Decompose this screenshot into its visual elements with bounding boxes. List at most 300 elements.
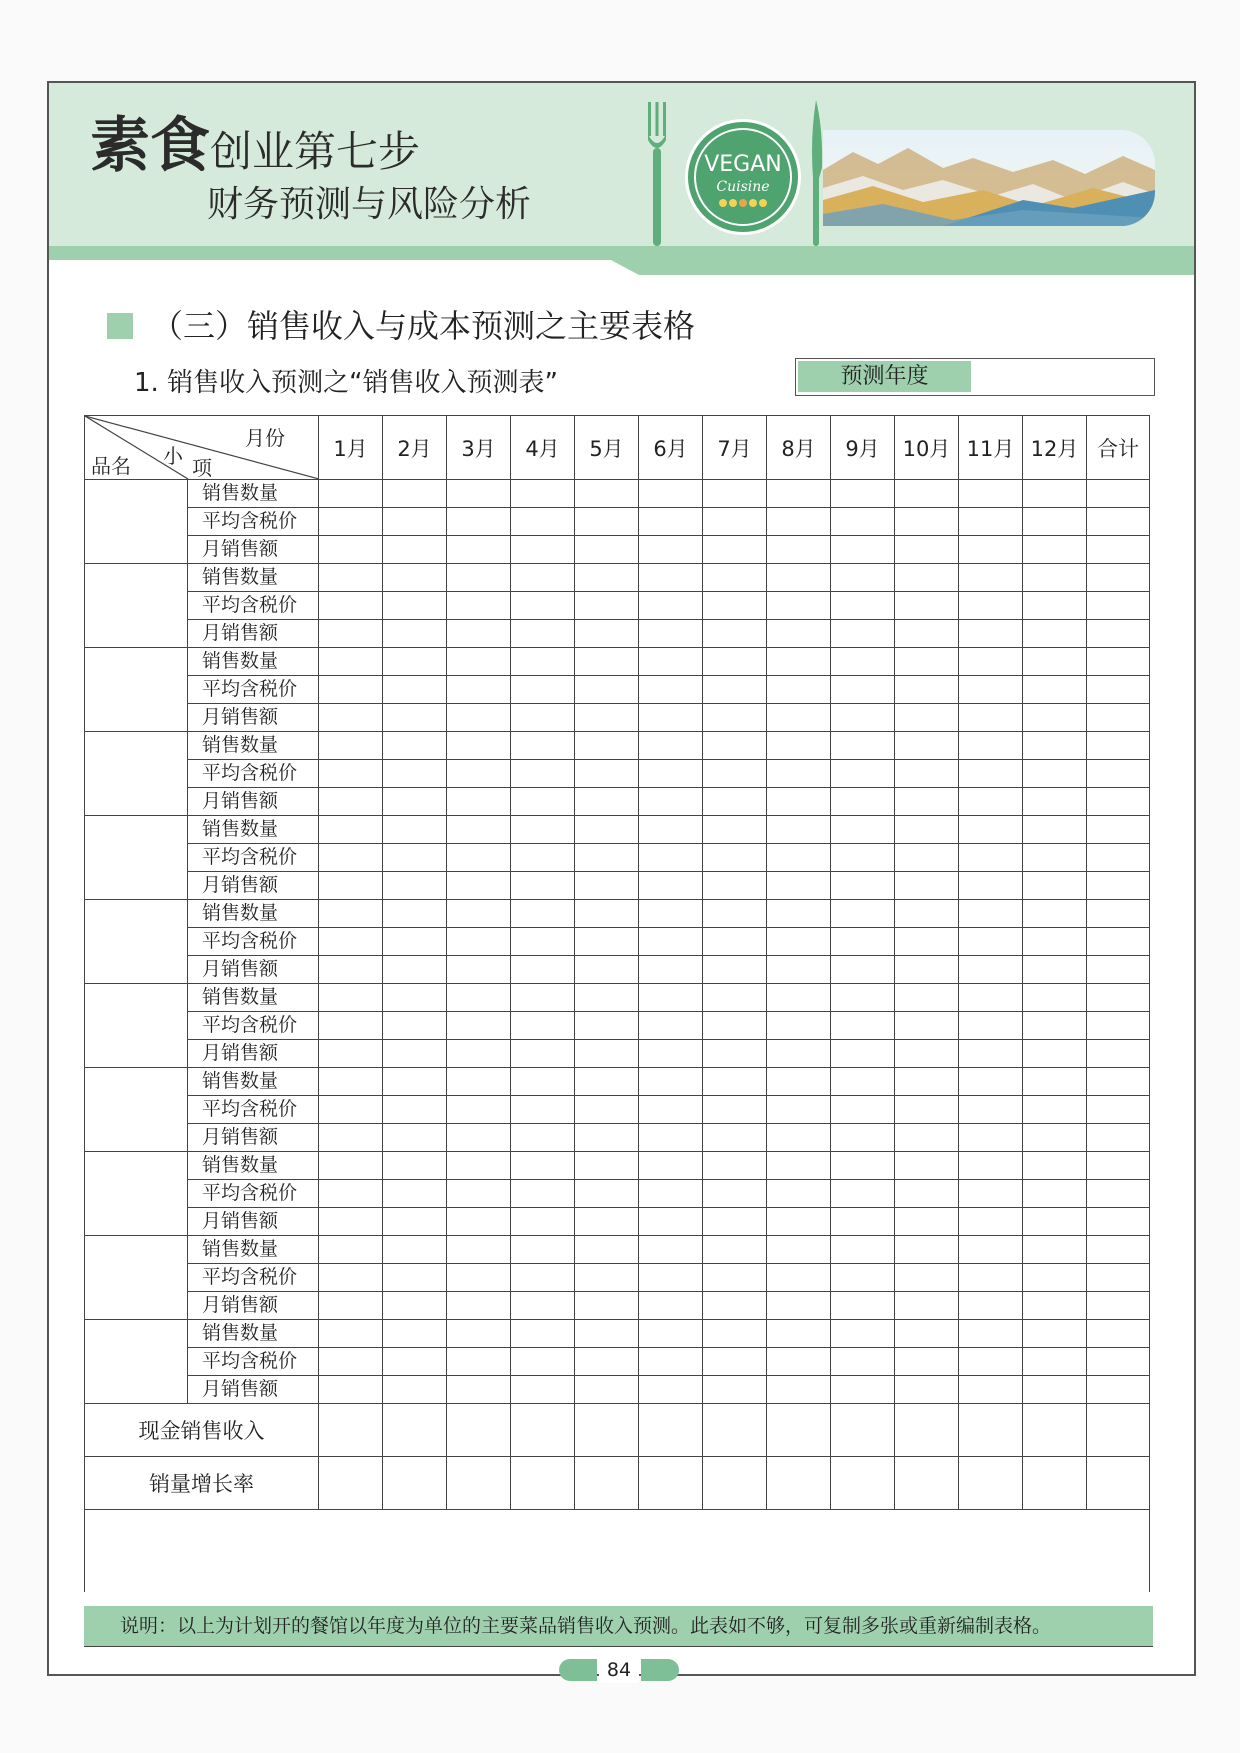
month-entry-cell[interactable] [575, 1180, 639, 1208]
month-entry-cell[interactable] [319, 508, 383, 536]
month-entry-cell[interactable] [767, 788, 831, 816]
month-entry-cell[interactable] [703, 1012, 767, 1040]
month-entry-cell[interactable] [767, 1320, 831, 1348]
month-entry-cell[interactable] [831, 872, 895, 900]
month-entry-cell[interactable] [703, 984, 767, 1012]
month-entry-cell[interactable] [383, 1264, 447, 1292]
month-entry-cell[interactable] [767, 816, 831, 844]
month-entry-cell[interactable] [447, 760, 511, 788]
month-entry-cell[interactable] [1023, 1152, 1087, 1180]
dish-name-cell[interactable] [85, 1320, 188, 1404]
month-entry-cell[interactable] [319, 1348, 383, 1376]
month-entry-cell[interactable] [831, 788, 895, 816]
month-entry-cell[interactable] [511, 872, 575, 900]
month-entry-cell[interactable] [319, 648, 383, 676]
summary-entry-cell[interactable] [319, 1404, 383, 1457]
month-entry-cell[interactable] [703, 1208, 767, 1236]
month-entry-cell[interactable] [703, 592, 767, 620]
month-entry-cell[interactable] [895, 1124, 959, 1152]
month-entry-cell[interactable] [575, 1152, 639, 1180]
month-entry-cell[interactable] [959, 928, 1023, 956]
month-entry-cell[interactable] [575, 984, 639, 1012]
month-entry-cell[interactable] [767, 928, 831, 956]
month-entry-cell[interactable] [767, 480, 831, 508]
month-entry-cell[interactable] [575, 872, 639, 900]
month-entry-cell[interactable] [703, 536, 767, 564]
total-entry-cell[interactable] [1087, 508, 1150, 536]
month-entry-cell[interactable] [319, 1068, 383, 1096]
month-entry-cell[interactable] [767, 760, 831, 788]
month-entry-cell[interactable] [319, 1208, 383, 1236]
month-entry-cell[interactable] [959, 1208, 1023, 1236]
month-entry-cell[interactable] [383, 1236, 447, 1264]
total-entry-cell[interactable] [1087, 648, 1150, 676]
month-entry-cell[interactable] [319, 1180, 383, 1208]
month-entry-cell[interactable] [447, 648, 511, 676]
month-entry-cell[interactable] [639, 1208, 703, 1236]
summary-entry-cell[interactable] [1023, 1404, 1087, 1457]
month-entry-cell[interactable] [703, 872, 767, 900]
month-entry-cell[interactable] [511, 788, 575, 816]
month-entry-cell[interactable] [511, 732, 575, 760]
total-entry-cell[interactable] [1087, 844, 1150, 872]
month-entry-cell[interactable] [447, 1376, 511, 1404]
summary-entry-cell[interactable] [767, 1457, 831, 1510]
month-entry-cell[interactable] [767, 648, 831, 676]
month-entry-cell[interactable] [383, 1096, 447, 1124]
month-entry-cell[interactable] [639, 1012, 703, 1040]
month-entry-cell[interactable] [447, 1040, 511, 1068]
total-entry-cell[interactable] [1087, 1348, 1150, 1376]
month-entry-cell[interactable] [703, 508, 767, 536]
month-entry-cell[interactable] [447, 1012, 511, 1040]
month-entry-cell[interactable] [959, 816, 1023, 844]
month-entry-cell[interactable] [767, 1376, 831, 1404]
month-entry-cell[interactable] [1023, 536, 1087, 564]
month-entry-cell[interactable] [703, 1320, 767, 1348]
month-entry-cell[interactable] [895, 1292, 959, 1320]
month-entry-cell[interactable] [575, 1208, 639, 1236]
month-entry-cell[interactable] [383, 480, 447, 508]
total-entry-cell[interactable] [1087, 592, 1150, 620]
month-entry-cell[interactable] [575, 956, 639, 984]
month-entry-cell[interactable] [767, 620, 831, 648]
month-entry-cell[interactable] [831, 536, 895, 564]
month-entry-cell[interactable] [1023, 956, 1087, 984]
month-entry-cell[interactable] [895, 1264, 959, 1292]
total-entry-cell[interactable] [1087, 676, 1150, 704]
total-entry-cell[interactable] [1087, 536, 1150, 564]
month-entry-cell[interactable] [959, 536, 1023, 564]
dish-name-cell[interactable] [85, 1152, 188, 1236]
month-entry-cell[interactable] [639, 788, 703, 816]
month-entry-cell[interactable] [895, 732, 959, 760]
total-entry-cell[interactable] [1087, 1208, 1150, 1236]
summary-entry-cell[interactable] [511, 1457, 575, 1510]
total-entry-cell[interactable] [1087, 760, 1150, 788]
summary-entry-cell[interactable] [959, 1404, 1023, 1457]
month-entry-cell[interactable] [447, 844, 511, 872]
month-entry-cell[interactable] [319, 1152, 383, 1180]
month-entry-cell[interactable] [831, 1124, 895, 1152]
month-entry-cell[interactable] [703, 760, 767, 788]
month-entry-cell[interactable] [575, 648, 639, 676]
month-entry-cell[interactable] [895, 1376, 959, 1404]
month-entry-cell[interactable] [895, 872, 959, 900]
month-entry-cell[interactable] [575, 536, 639, 564]
month-entry-cell[interactable] [703, 1068, 767, 1096]
month-entry-cell[interactable] [511, 536, 575, 564]
month-entry-cell[interactable] [383, 984, 447, 1012]
month-entry-cell[interactable] [639, 1040, 703, 1068]
month-entry-cell[interactable] [447, 1236, 511, 1264]
month-entry-cell[interactable] [639, 1264, 703, 1292]
total-entry-cell[interactable] [1087, 1124, 1150, 1152]
total-entry-cell[interactable] [1087, 1376, 1150, 1404]
summary-entry-cell[interactable] [831, 1457, 895, 1510]
summary-entry-cell[interactable] [895, 1404, 959, 1457]
total-entry-cell[interactable] [1087, 480, 1150, 508]
month-entry-cell[interactable] [511, 1124, 575, 1152]
month-entry-cell[interactable] [959, 732, 1023, 760]
month-entry-cell[interactable] [511, 1264, 575, 1292]
month-entry-cell[interactable] [767, 704, 831, 732]
month-entry-cell[interactable] [1023, 480, 1087, 508]
month-entry-cell[interactable] [831, 508, 895, 536]
month-entry-cell[interactable] [639, 620, 703, 648]
month-entry-cell[interactable] [1023, 732, 1087, 760]
month-entry-cell[interactable] [767, 1264, 831, 1292]
month-entry-cell[interactable] [319, 1264, 383, 1292]
month-entry-cell[interactable] [767, 592, 831, 620]
month-entry-cell[interactable] [383, 1152, 447, 1180]
month-entry-cell[interactable] [767, 536, 831, 564]
month-entry-cell[interactable] [383, 676, 447, 704]
month-entry-cell[interactable] [1023, 1376, 1087, 1404]
month-entry-cell[interactable] [383, 1124, 447, 1152]
month-entry-cell[interactable] [383, 1208, 447, 1236]
month-entry-cell[interactable] [639, 480, 703, 508]
month-entry-cell[interactable] [831, 1320, 895, 1348]
month-entry-cell[interactable] [959, 1012, 1023, 1040]
month-entry-cell[interactable] [511, 564, 575, 592]
month-entry-cell[interactable] [959, 592, 1023, 620]
month-entry-cell[interactable] [831, 760, 895, 788]
month-entry-cell[interactable] [319, 620, 383, 648]
month-entry-cell[interactable] [575, 1096, 639, 1124]
month-entry-cell[interactable] [447, 956, 511, 984]
month-entry-cell[interactable] [959, 760, 1023, 788]
month-entry-cell[interactable] [1023, 844, 1087, 872]
month-entry-cell[interactable] [447, 1124, 511, 1152]
dish-name-cell[interactable] [85, 984, 188, 1068]
month-entry-cell[interactable] [831, 732, 895, 760]
month-entry-cell[interactable] [447, 592, 511, 620]
month-entry-cell[interactable] [703, 1180, 767, 1208]
month-entry-cell[interactable] [767, 676, 831, 704]
month-entry-cell[interactable] [383, 844, 447, 872]
summary-entry-cell[interactable] [831, 1404, 895, 1457]
month-entry-cell[interactable] [767, 1180, 831, 1208]
month-entry-cell[interactable] [575, 704, 639, 732]
month-entry-cell[interactable] [703, 1152, 767, 1180]
month-entry-cell[interactable] [703, 480, 767, 508]
month-entry-cell[interactable] [703, 1292, 767, 1320]
month-entry-cell[interactable] [959, 1152, 1023, 1180]
month-entry-cell[interactable] [1023, 676, 1087, 704]
month-entry-cell[interactable] [319, 1292, 383, 1320]
month-entry-cell[interactable] [511, 508, 575, 536]
month-entry-cell[interactable] [831, 1040, 895, 1068]
month-entry-cell[interactable] [639, 844, 703, 872]
month-entry-cell[interactable] [959, 788, 1023, 816]
month-entry-cell[interactable] [1023, 564, 1087, 592]
summary-entry-cell[interactable] [1023, 1457, 1087, 1510]
month-entry-cell[interactable] [895, 620, 959, 648]
month-entry-cell[interactable] [703, 620, 767, 648]
month-entry-cell[interactable] [959, 1264, 1023, 1292]
month-entry-cell[interactable] [575, 1320, 639, 1348]
month-entry-cell[interactable] [1023, 788, 1087, 816]
month-entry-cell[interactable] [639, 872, 703, 900]
month-entry-cell[interactable] [575, 816, 639, 844]
month-entry-cell[interactable] [447, 872, 511, 900]
month-entry-cell[interactable] [831, 620, 895, 648]
month-entry-cell[interactable] [447, 480, 511, 508]
month-entry-cell[interactable] [639, 1124, 703, 1152]
month-entry-cell[interactable] [511, 704, 575, 732]
month-entry-cell[interactable] [575, 1376, 639, 1404]
summary-entry-cell[interactable] [639, 1404, 703, 1457]
month-entry-cell[interactable] [511, 648, 575, 676]
month-entry-cell[interactable] [895, 592, 959, 620]
month-entry-cell[interactable] [319, 760, 383, 788]
month-entry-cell[interactable] [511, 1292, 575, 1320]
month-entry-cell[interactable] [959, 620, 1023, 648]
month-entry-cell[interactable] [831, 1068, 895, 1096]
month-entry-cell[interactable] [447, 816, 511, 844]
month-entry-cell[interactable] [767, 1152, 831, 1180]
month-entry-cell[interactable] [1023, 1292, 1087, 1320]
month-entry-cell[interactable] [1023, 1236, 1087, 1264]
month-entry-cell[interactable] [895, 1208, 959, 1236]
month-entry-cell[interactable] [639, 536, 703, 564]
month-entry-cell[interactable] [1023, 872, 1087, 900]
month-entry-cell[interactable] [703, 704, 767, 732]
dish-name-cell[interactable] [85, 564, 188, 648]
month-entry-cell[interactable] [447, 1264, 511, 1292]
month-entry-cell[interactable] [639, 592, 703, 620]
month-entry-cell[interactable] [895, 788, 959, 816]
total-entry-cell[interactable] [1087, 1264, 1150, 1292]
month-entry-cell[interactable] [959, 1180, 1023, 1208]
month-entry-cell[interactable] [831, 1376, 895, 1404]
month-entry-cell[interactable] [511, 928, 575, 956]
month-entry-cell[interactable] [575, 508, 639, 536]
month-entry-cell[interactable] [511, 1152, 575, 1180]
month-entry-cell[interactable] [639, 1180, 703, 1208]
month-entry-cell[interactable] [511, 480, 575, 508]
month-entry-cell[interactable] [319, 1124, 383, 1152]
month-entry-cell[interactable] [319, 816, 383, 844]
month-entry-cell[interactable] [511, 760, 575, 788]
month-entry-cell[interactable] [319, 676, 383, 704]
month-entry-cell[interactable] [383, 732, 447, 760]
month-entry-cell[interactable] [895, 760, 959, 788]
month-entry-cell[interactable] [831, 1348, 895, 1376]
month-entry-cell[interactable] [447, 676, 511, 704]
total-entry-cell[interactable] [1087, 1040, 1150, 1068]
month-entry-cell[interactable] [511, 1180, 575, 1208]
month-entry-cell[interactable] [639, 1292, 703, 1320]
month-entry-cell[interactable] [895, 1348, 959, 1376]
month-entry-cell[interactable] [447, 1292, 511, 1320]
month-entry-cell[interactable] [895, 1068, 959, 1096]
month-entry-cell[interactable] [383, 788, 447, 816]
dish-name-cell[interactable] [85, 816, 188, 900]
month-entry-cell[interactable] [831, 984, 895, 1012]
month-entry-cell[interactable] [383, 900, 447, 928]
month-entry-cell[interactable] [895, 648, 959, 676]
month-entry-cell[interactable] [639, 984, 703, 1012]
month-entry-cell[interactable] [319, 592, 383, 620]
month-entry-cell[interactable] [1023, 1348, 1087, 1376]
summary-entry-cell[interactable] [639, 1457, 703, 1510]
month-entry-cell[interactable] [511, 1096, 575, 1124]
summary-entry-cell[interactable] [319, 1457, 383, 1510]
month-entry-cell[interactable] [575, 1264, 639, 1292]
month-entry-cell[interactable] [703, 564, 767, 592]
month-entry-cell[interactable] [383, 760, 447, 788]
month-entry-cell[interactable] [703, 928, 767, 956]
total-entry-cell[interactable] [1087, 732, 1150, 760]
month-entry-cell[interactable] [319, 956, 383, 984]
month-entry-cell[interactable] [767, 956, 831, 984]
month-entry-cell[interactable] [767, 1348, 831, 1376]
total-entry-cell[interactable] [1087, 928, 1150, 956]
month-entry-cell[interactable] [383, 564, 447, 592]
month-entry-cell[interactable] [511, 816, 575, 844]
month-entry-cell[interactable] [703, 816, 767, 844]
month-entry-cell[interactable] [383, 592, 447, 620]
month-entry-cell[interactable] [831, 676, 895, 704]
month-entry-cell[interactable] [959, 872, 1023, 900]
month-entry-cell[interactable] [1023, 648, 1087, 676]
month-entry-cell[interactable] [1023, 984, 1087, 1012]
month-entry-cell[interactable] [639, 564, 703, 592]
month-entry-cell[interactable] [959, 704, 1023, 732]
month-entry-cell[interactable] [767, 1068, 831, 1096]
month-entry-cell[interactable] [575, 480, 639, 508]
month-entry-cell[interactable] [447, 928, 511, 956]
month-entry-cell[interactable] [959, 1292, 1023, 1320]
month-entry-cell[interactable] [639, 732, 703, 760]
month-entry-cell[interactable] [639, 1152, 703, 1180]
month-entry-cell[interactable] [639, 1096, 703, 1124]
month-entry-cell[interactable] [511, 1320, 575, 1348]
month-entry-cell[interactable] [1023, 1096, 1087, 1124]
month-entry-cell[interactable] [575, 788, 639, 816]
month-entry-cell[interactable] [831, 1264, 895, 1292]
month-entry-cell[interactable] [831, 1096, 895, 1124]
month-entry-cell[interactable] [383, 816, 447, 844]
month-entry-cell[interactable] [319, 564, 383, 592]
summary-entry-cell[interactable] [447, 1457, 511, 1510]
month-entry-cell[interactable] [831, 1012, 895, 1040]
month-entry-cell[interactable] [447, 1152, 511, 1180]
month-entry-cell[interactable] [1023, 900, 1087, 928]
month-entry-cell[interactable] [575, 844, 639, 872]
month-entry-cell[interactable] [895, 1040, 959, 1068]
month-entry-cell[interactable] [703, 676, 767, 704]
month-entry-cell[interactable] [959, 508, 1023, 536]
month-entry-cell[interactable] [1023, 1068, 1087, 1096]
month-entry-cell[interactable] [831, 844, 895, 872]
month-entry-cell[interactable] [1023, 704, 1087, 732]
summary-entry-cell[interactable] [1087, 1404, 1150, 1457]
month-entry-cell[interactable] [319, 984, 383, 1012]
month-entry-cell[interactable] [511, 984, 575, 1012]
month-entry-cell[interactable] [959, 844, 1023, 872]
month-entry-cell[interactable] [831, 1152, 895, 1180]
total-entry-cell[interactable] [1087, 704, 1150, 732]
month-entry-cell[interactable] [895, 1236, 959, 1264]
month-entry-cell[interactable] [447, 1096, 511, 1124]
total-entry-cell[interactable] [1087, 1320, 1150, 1348]
month-entry-cell[interactable] [703, 1376, 767, 1404]
total-entry-cell[interactable] [1087, 1096, 1150, 1124]
total-entry-cell[interactable] [1087, 1012, 1150, 1040]
total-entry-cell[interactable] [1087, 788, 1150, 816]
month-entry-cell[interactable] [895, 956, 959, 984]
month-entry-cell[interactable] [703, 1264, 767, 1292]
month-entry-cell[interactable] [575, 564, 639, 592]
month-entry-cell[interactable] [319, 704, 383, 732]
total-entry-cell[interactable] [1087, 1152, 1150, 1180]
month-entry-cell[interactable] [639, 1320, 703, 1348]
dish-name-cell[interactable] [85, 900, 188, 984]
month-entry-cell[interactable] [895, 900, 959, 928]
month-entry-cell[interactable] [319, 900, 383, 928]
month-entry-cell[interactable] [383, 956, 447, 984]
month-entry-cell[interactable] [703, 956, 767, 984]
summary-entry-cell[interactable] [575, 1404, 639, 1457]
month-entry-cell[interactable] [767, 1292, 831, 1320]
total-entry-cell[interactable] [1087, 816, 1150, 844]
month-entry-cell[interactable] [639, 1376, 703, 1404]
summary-entry-cell[interactable] [1087, 1457, 1150, 1510]
month-entry-cell[interactable] [1023, 1040, 1087, 1068]
month-entry-cell[interactable] [959, 1376, 1023, 1404]
month-entry-cell[interactable] [511, 1348, 575, 1376]
summary-entry-cell[interactable] [895, 1457, 959, 1510]
month-entry-cell[interactable] [831, 928, 895, 956]
month-entry-cell[interactable] [1023, 928, 1087, 956]
month-entry-cell[interactable] [639, 704, 703, 732]
month-entry-cell[interactable] [639, 508, 703, 536]
summary-entry-cell[interactable] [959, 1457, 1023, 1510]
month-entry-cell[interactable] [575, 592, 639, 620]
month-entry-cell[interactable] [575, 620, 639, 648]
month-entry-cell[interactable] [703, 1096, 767, 1124]
month-entry-cell[interactable] [447, 564, 511, 592]
month-entry-cell[interactable] [767, 564, 831, 592]
month-entry-cell[interactable] [767, 844, 831, 872]
month-entry-cell[interactable] [383, 1376, 447, 1404]
month-entry-cell[interactable] [703, 1348, 767, 1376]
month-entry-cell[interactable] [319, 536, 383, 564]
month-entry-cell[interactable] [767, 508, 831, 536]
